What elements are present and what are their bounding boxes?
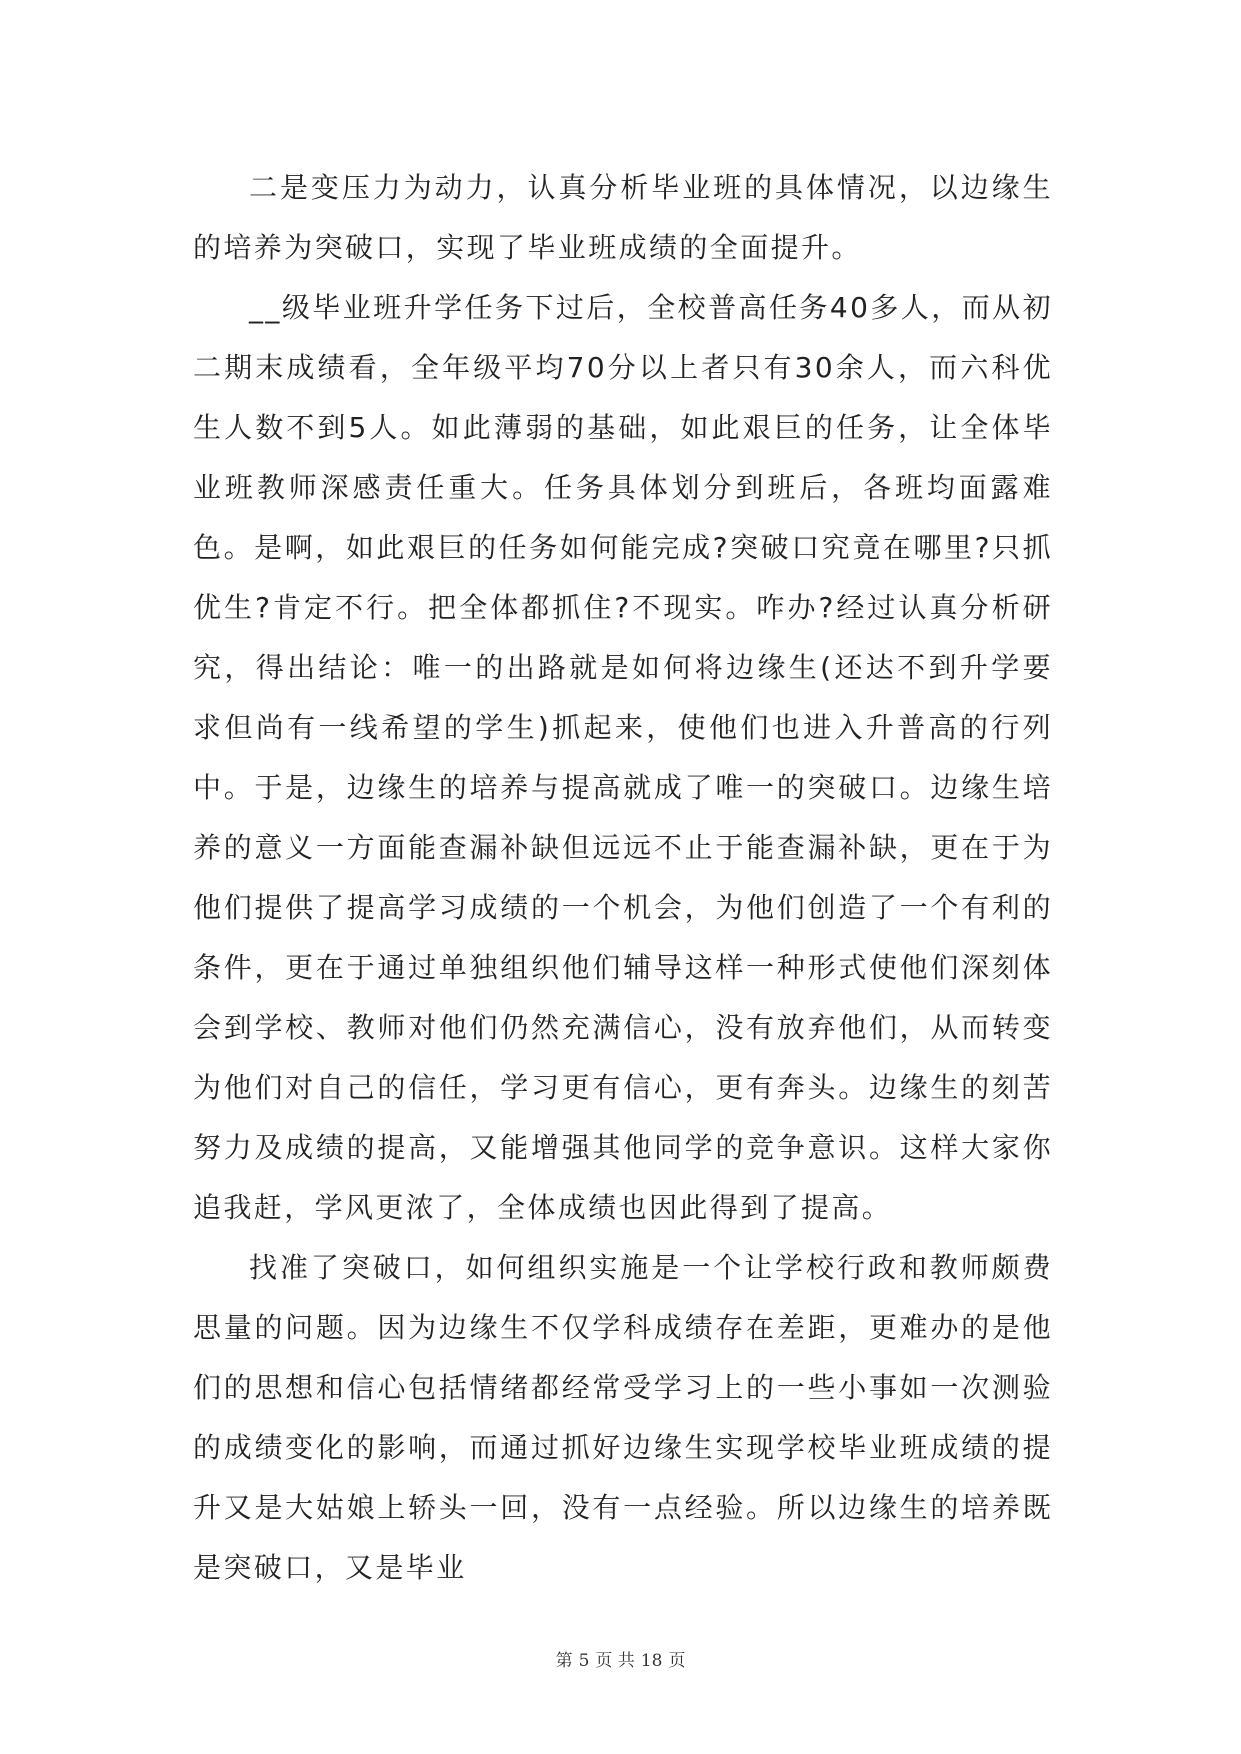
paragraph-1: 二是变压力为动力，认真分析毕业班的具体情况，以边缘生的培养为突破口，实现了毕业班成绩的全面提升。 — [193, 171, 1053, 264]
paragraph-3: 找准了突破口，如何组织实施是一个让学校行政和教师颇费思量的问题。因为边缘生不仅学科成绩存在差距，更难办的是他们的思想和信心包括情绪都经常受学习上的一些小事如一次测验的成绩变化的影响，而通过抓好边缘生实现学校毕业班成绩的提升又是大姑娘上轿头一回，没有一点经验。所以边缘生的培养既是突破口，又是毕业 — [193, 1251, 1053, 1584]
footer-prefix: 第 — [555, 1651, 573, 1671]
footer-suffix: 页 — [668, 1651, 686, 1671]
total-pages-number: 18 — [640, 1651, 663, 1671]
document-body — [193, 158, 1053, 1598]
current-page-number: 5 — [578, 1651, 590, 1671]
paragraph-2: __级毕业班升学任务下过后，全校普高任务40多人，而从初二期末成绩看，全年级平均70分以上者只有30余人，而六科优生人数不到5人。如此薄弱的基础，如此艰巨的任务，让全体毕业班教师深感责任重大。任务具体划分到班后，各班均面露难色。是啊，如此艰巨的任务如何能完成?突破口究竟在哪里?只抓优生?肯定不行。把全体都抓住?不现实。咋办?经过认真分析研究，得出结论：唯一的出路就是如何将边缘生(还达不到升学要求但尚有一线希望的学生)抓起来，使他们也进入升普高的行列中。于是，边缘生的培养与提高就成了唯一的突破口。边缘生培养的意义一方面能查漏补缺但远远不止于能查漏补缺，更在于为他们提供了提高学习成绩的一个机会，为他们创造了一个有利的条件，更在于通过单独组织他们辅导这样一种形式使他们深刻体会到学校、教师对他们仍然充满信心，没有放弃他们，从而转变为他们对自己的信任，学习更有信心，更有奔头。边缘生的刻苦努力及成绩的提高，又能增强其他同学的竞争意识。这样大家你追我赶，学风更浓了，全体成绩也因此得到了提高。 — [193, 291, 1053, 1224]
footer-middle: 页 共 — [595, 1651, 635, 1671]
page-footer — [0, 1646, 1241, 1671]
